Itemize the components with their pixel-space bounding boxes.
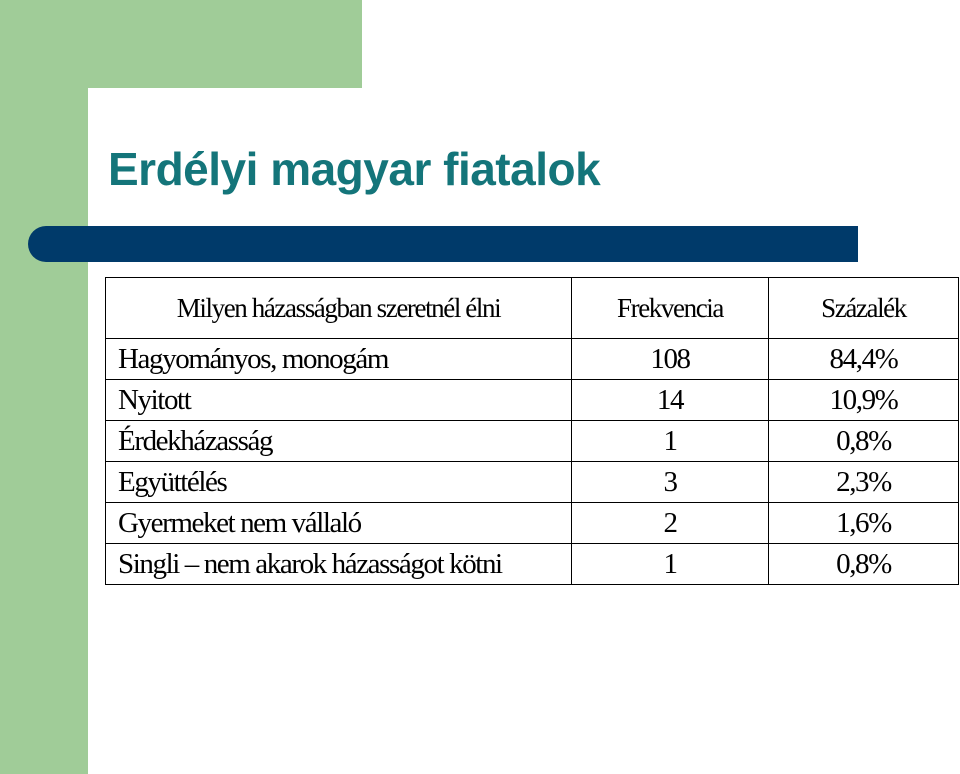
left-green-band (0, 0, 88, 774)
header-frequency: Frekvencia (572, 278, 769, 339)
table-row (106, 462, 959, 503)
row-label: Érdekházasság (106, 421, 572, 462)
row-frequency: 3 (572, 462, 769, 503)
results-table (105, 277, 959, 585)
top-green-band (0, 0, 362, 88)
table-header-row (106, 278, 959, 339)
row-frequency: 1 (572, 421, 769, 462)
header-question: Milyen házasságban szeretnél élni (106, 278, 572, 339)
row-frequency: 1 (572, 544, 769, 585)
row-percent: 0,8% (769, 421, 959, 462)
row-frequency: 2 (572, 503, 769, 544)
row-label: Singli – nem akarok házasságot kötni (106, 544, 572, 585)
table-row (106, 544, 959, 585)
header-percent: Százalék (769, 278, 959, 339)
table-row (106, 503, 959, 544)
row-percent: 1,6% (769, 503, 959, 544)
title-divider-bar (28, 226, 858, 262)
table-row (106, 421, 959, 462)
table-row (106, 339, 959, 380)
row-percent: 84,4% (769, 339, 959, 380)
row-label: Hagyományos, monogám (106, 339, 572, 380)
row-label: Nyitott (106, 380, 572, 421)
row-percent: 0,8% (769, 544, 959, 585)
slide-title: Erdélyi magyar fiatalok (108, 143, 601, 195)
row-percent: 2,3% (769, 462, 959, 503)
row-percent: 10,9% (769, 380, 959, 421)
row-frequency: 14 (572, 380, 769, 421)
table-row (106, 380, 959, 421)
row-frequency: 108 (572, 339, 769, 380)
row-label: Együttélés (106, 462, 572, 503)
row-label: Gyermeket nem vállaló (106, 503, 572, 544)
